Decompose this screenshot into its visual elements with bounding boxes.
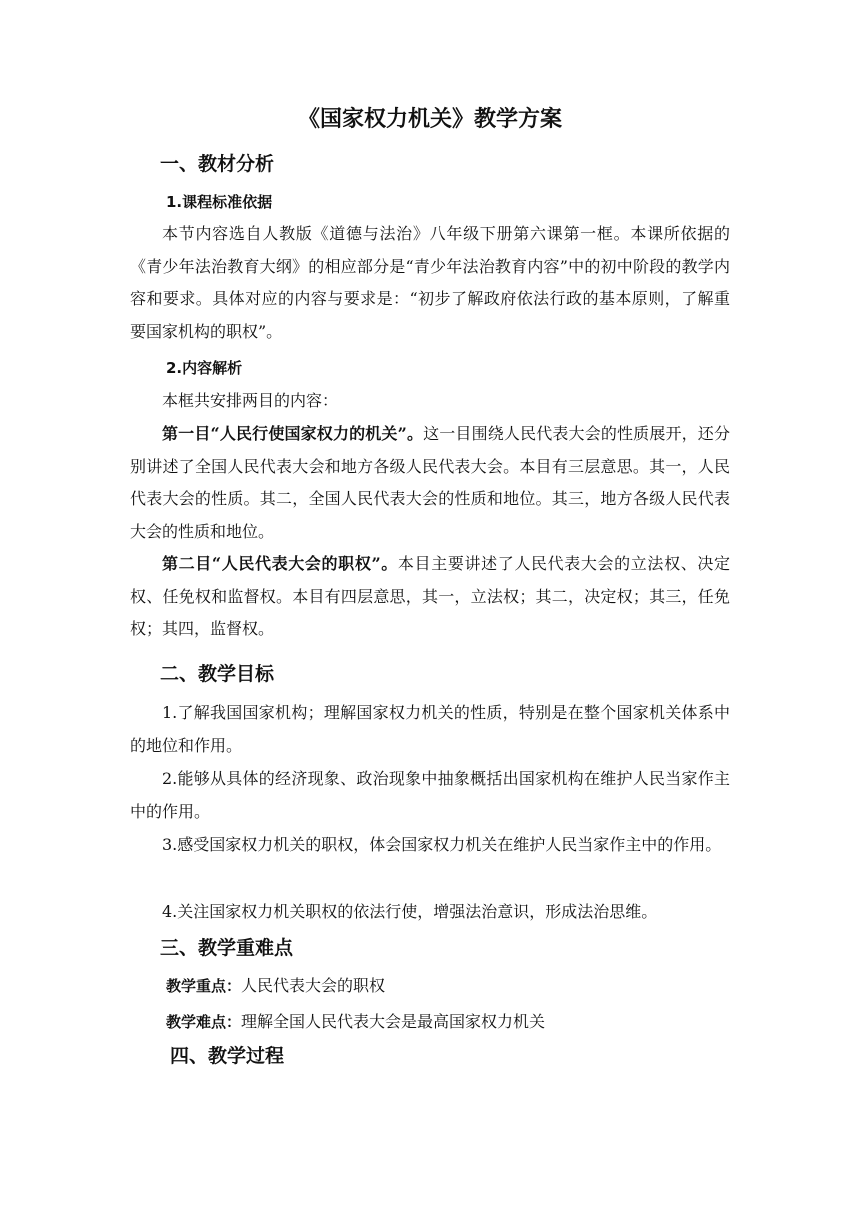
key-point-line bbox=[166, 974, 385, 998]
item-one-title: 第一目“人民行使国家权力的机关”。 bbox=[162, 424, 424, 443]
section-heading-teaching-process: 四、教学过程 bbox=[170, 1045, 285, 1067]
goal-item: 4.关注国家权力机关职权的依法行使，增强法治意识，形成法治思维。 bbox=[162, 902, 658, 921]
section-heading-textbook-analysis: 一、教材分析 bbox=[160, 153, 275, 175]
document-title: 《国家权力机关》教学方案 bbox=[297, 107, 562, 132]
difficulty-line bbox=[166, 1010, 545, 1034]
item-one-text: 这一目围绕人民代表大会的性质展开，还分别讲述了全国人民代表大会和地方各级人民代表大会。本目有三层意思。其一，人民代表大会的性质。其二，全国人民代表大会的性质和地位。其三，地方各级人民代表大会的性质和地位。 bbox=[130, 424, 730, 541]
section-heading-teaching-goals: 二、教学目标 bbox=[160, 663, 275, 685]
paragraph-content-intro: 本框共安排两目的内容： bbox=[162, 391, 339, 410]
key-point-label: 教学重点： bbox=[166, 977, 242, 995]
goal-item: 1.了解我国国家机构；理解国家权力机关的性质，特别是在整个国家机关体系中的地位和作用。 bbox=[130, 703, 730, 755]
subheading-content-analysis: 2.内容解析 bbox=[166, 359, 243, 377]
item-two-text: 本目主要讲述了人民代表大会的立法权、决定权、任免权和监督权。本目有四层意思，其一，立法权；其二，决定权；其三，任免权；其四，监督权。 bbox=[130, 554, 730, 638]
goal-item: 2.能够从具体的经济现象、政治现象中抽象概括出国家机构在维护人民当家作主中的作用。 bbox=[130, 769, 730, 821]
paragraph-curriculum-basis: 本节内容选自人教版《道德与法治》八年级下册第六课第一框。本课所依据的《青少年法治教育大纲》的相应部分是“青少年法治教育内容”中的初中阶段的教学内容和要求。具体对应的内容与要求是：“初步了解政府依法行政的基本原则，了解重要国家机构的职权”。 bbox=[130, 224, 730, 341]
paragraph-item-two bbox=[130, 548, 730, 646]
section-heading-key-difficulties: 三、教学重难点 bbox=[160, 937, 294, 959]
difficulty-label: 教学难点： bbox=[166, 1013, 242, 1031]
key-point-text: 人民代表大会的职权 bbox=[241, 976, 386, 995]
difficulty-text: 理解全国人民代表大会是最高国家权力机关 bbox=[241, 1012, 546, 1031]
goal-item: 3.感受国家权力机关的职权，体会国家权力机关在维护人民当家作主中的作用。 bbox=[162, 835, 722, 854]
subheading-curriculum-basis: 1.课程标准依据 bbox=[166, 193, 273, 211]
paragraph-item-one bbox=[130, 418, 730, 548]
item-two-title: 第二目“人民代表大会的职权”。 bbox=[162, 554, 398, 573]
